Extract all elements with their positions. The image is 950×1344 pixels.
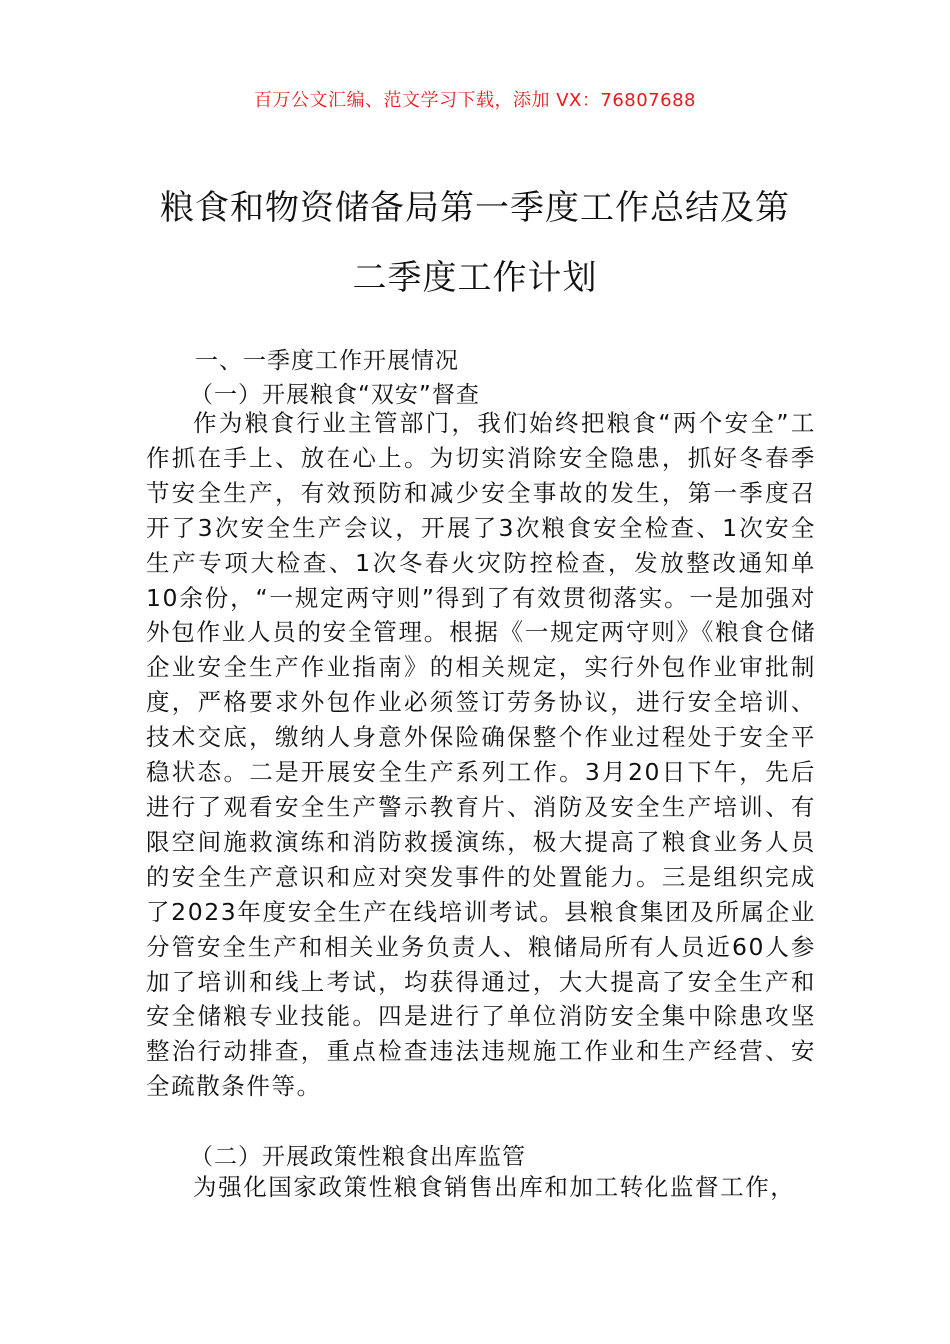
body-paragraph-1: 作为粮食行业主管部门，我们始终把粮食“两个安全”工作抓在手上、放在心上。为切实消除安全隐患，抓好冬春季节安全生产，有效预防和减少安全事故的发生，第一季度召开了3次安全生产会议，开展了3次粮食安全检查、1次安全生产专项大检查、1次冬春火灾防控检查，发放整改通知单10余份，“一规定两守则”得到了有效贯彻落实。一是加强对外包作业人员的安全管理。根据《一规定两守则》《粮食仓储企业安全生产作业指南》的相关规定，实行外包作业审批制度，严格要求外包作业必须签订劳务协议，进行安全培训、技术交底，缴纳人身意外保险确保整个作业过程处于安全平稳状态。二是开展安全生产系列工作。3月20日下午，先后进行了观看安全生产警示教育片、消防及安全生产培训、有限空间施救演练和消防救援演练，极大提高了粮食业务人员的安全生产意识和应对突发事件的处置能力。三是组织完成了2023年度安全生产在线培训考试。县粮食集团及所属企业分管安全生产和相关业务负责人、粮储局所有人员近60人参加了培训和线上考试，均获得通过，大大提高了安全生产和安全储粮专业技能。四是进行了单位消防安全集中除患攻坚整治行动排查，重点检查违法违规施工作业和生产经营、安全疏散条件等。 [146, 409, 816, 1101]
document-title-line-2: 二季度工作计划 [352, 258, 598, 298]
document-title-line-1: 粮食和物资储备局第一季度工作总结及第 [160, 188, 790, 228]
section-heading-1: 一、一季度工作开展情况 [195, 348, 459, 374]
subsection-heading-1-1: （一）开展粮食“双安”督查 [190, 382, 480, 408]
subsection-heading-1-2: （二）开展政策性粮食出库监管 [190, 1144, 526, 1170]
header-watermark-note: 百万公文汇编、范文学习下载，添加 VX：76807688 [254, 90, 696, 111]
body-paragraph-2: 为强化国家政策性粮食销售出库和加工转化监督工作， [193, 1173, 796, 1201]
